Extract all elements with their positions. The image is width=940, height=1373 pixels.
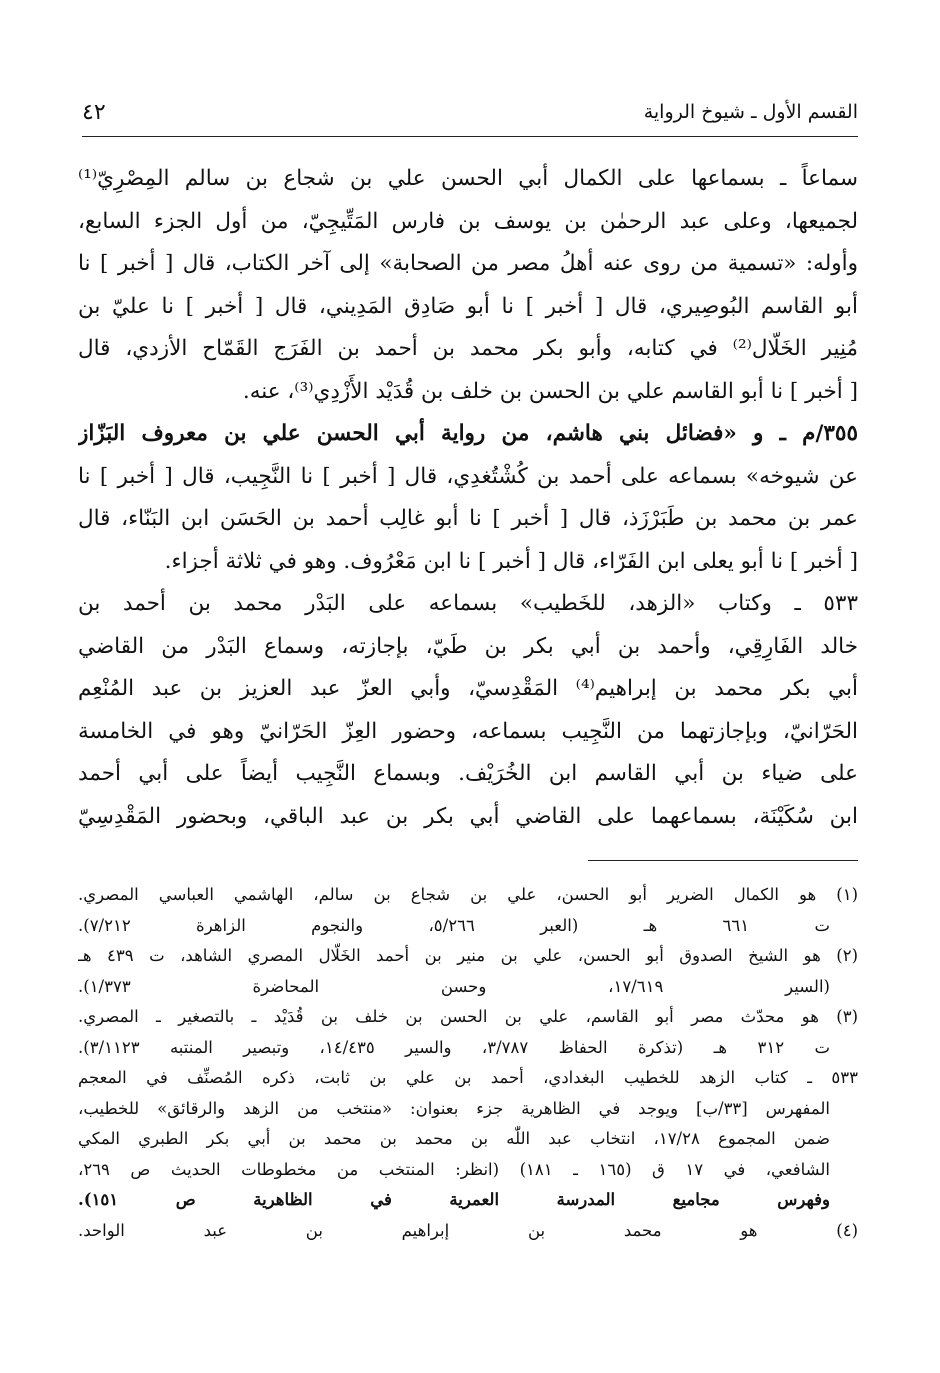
footnote-line: المفهرس [٣٣/ب] ويوجد في الظاهرية جزء بعنوان: «منتخب من الزهد والرقائق» للخطيب،	[78, 1098, 831, 1118]
body-line: وأوله: «تسمية من روى عنه أهلُ مصر من الصحابة» إلى آخر الكتاب، قال [ أخبر ] نا	[78, 251, 858, 276]
footnote-line: ضمن المجموع ١٧/٢٨، انتخاب عبد اللّٰه بن محمد بن محمد بن أبي بكر الطبري المكي	[78, 1129, 830, 1148]
body-line: خالد الفَارِقِي، وأحمد بن أبي بكر بن طَيّ، بإجازته، وسماع البَدْر من القاضي	[78, 633, 858, 659]
footnote-line: الشافعي، في ١٧ ق (١٦٥ ـ ١٨١) (انظر: المنتخب من مخطوطات الحديث ص ٢٦٩،	[78, 1159, 831, 1179]
footnote-line: (السير ١٧/٦١٩، وحسن المحاضرة ١/٣٧٣).	[78, 976, 830, 996]
body-line: عن شيوخه» بسماعه على أحمد بن كُشْتُغدِي، قال [ أخبر ] نا النَّجِيب، قال [ أخبر ] نا	[78, 463, 858, 489]
body-line: أبو القاسم البُوصِيري، قال [ أخبر ] نا أبو صَادِق المَدِيني، قال [ أخبر ] نا عليّ بن	[78, 293, 858, 319]
body-line: ابن سُكَيْنَة، بسماعهما على القاضي أبي بكر بن عبد الباقي، وبحضور المَقْدِسِيّ	[78, 803, 858, 829]
footnote-separator	[588, 860, 858, 861]
body-line: [ أخبر ] نا أبو يعلى ابن الفَرّاء، قال [ أخبر ] نا ابن مَعْرُوف. وهو في ثلاثة أجزاء.	[164, 548, 858, 574]
footnote-line: وفهرس مجاميع المدرسة العمرية في الظاهرية ص ١٥١).	[78, 1190, 830, 1209]
body-line: أبي بكر محمد بن إبراهيم⁽⁴⁾ المَقْدِسيّ، وأبي العزّ عبد العزيز بن عبد المُنْعِم	[78, 676, 858, 701]
footnote-line: (١) هو الكمال الضرير أبو الحسن، علي بن شجاع بن سالم، الهاشمي العباسي المصري.	[78, 885, 858, 904]
footnote-line: ت ٣١٢ هـ (تذكرة الحفاظ ٣/٧٨٧، والسير ١٤/٤٣٥، وتبصير المنتبه ٣/١١٢٣).	[78, 1037, 830, 1057]
footnote-line: (٢) هو الشيخ الصدوق أبو الحسن، علي بن منير بن أحمد الخَلّال المصري الشاهد، ت ٤٣٩ هـ	[78, 946, 858, 965]
footnote-line: ت ٦٦١ هـ (العبر ٥/٢٦٦، والنجوم الزاهرة ٧/٢١٢).	[78, 915, 830, 935]
page-number: ٤٢	[82, 99, 106, 125]
header-rule	[82, 136, 858, 137]
body-line: لجميعها، وعلى عبد الرحمٰن بن يوسف بن فارس المَتِّيجِيّ، من أول الجزء السابع،	[78, 208, 858, 234]
body-line: على ضياء بن أبي القاسم ابن الخُرَيْف. وبسماع النَّجِيب أيضاً على أبي أحمد	[78, 761, 858, 786]
body-line: مُنِير الخَلّال⁽²⁾ في كتابه، وأبو بكر محمد بن أحمد بن الفَرَج القَمّاح الأزدي، قال	[78, 336, 858, 361]
main-text	[78, 158, 858, 838]
footnote-line: (٣) هو محدّث مصر أبو القاسم، علي بن الحسن بن خلف بن قُدَيْد ـ بالتصغير ـ المصري.	[78, 1007, 858, 1026]
footnote-line: ٥٣٣ ـ كتاب الزهد للخطيب البغدادي، أحمد بن علي بن ثابت، ذكره المُصنِّف في المعجم	[78, 1068, 858, 1087]
body-line: [ أخبر ] نا أبو القاسم علي بن الحسن بن خلف بن قُدَيْد الأَزْدِي⁽³⁾، عنه.	[242, 378, 858, 404]
running-title: القسم الأول ـ شيوخ الرواية	[643, 101, 858, 123]
footnotes	[78, 880, 858, 1246]
footnote-line: (٤) هو محمد بن إبراهيم بن عبد الواحد.	[78, 1220, 858, 1240]
body-line: الحَرّانيّ، وبإجازتهما من النَّجِيب بسماعه، وحضور العِزّ الحَرّانيّ وهو في الخامسة	[78, 718, 858, 744]
entry-heading-line: ٣٥٥/م ـ و «فضائل بني هاشم، من رواية أبي الحسن علي بن معروف البَزّاز	[78, 421, 858, 446]
body-line: سماعاً ـ بسماعها على الكمال أبي الحسن علي بن شجاع بن سالم المِصْرِيّ⁽¹⁾	[78, 166, 858, 191]
body-line: عمر بن محمد بن طَبَرْزَذ، قال [ أخبر ] نا أبو غالِب أحمد بن الحَسَن ابن البَنّاء، قال	[78, 506, 858, 531]
page-header	[82, 92, 858, 132]
entry-heading-line: ٥٣٣ ـ وكتاب «الزهد، للخَطيب» بسماعه على البَدْر محمد بن أحمد بن	[78, 591, 858, 616]
